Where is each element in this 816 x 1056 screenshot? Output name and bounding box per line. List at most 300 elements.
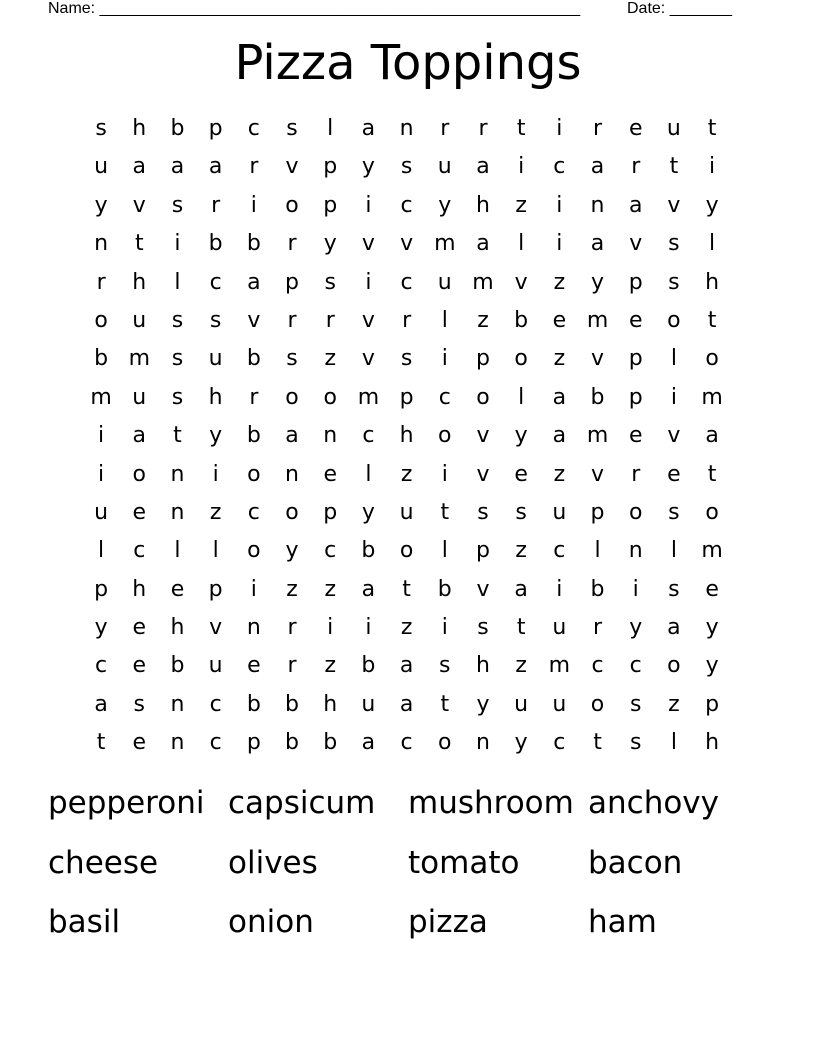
- grid-letter: n: [94, 231, 109, 257]
- grid-letter: b: [170, 116, 185, 141]
- grid-letter: a: [361, 116, 376, 141]
- grid-letter: o: [476, 384, 490, 410]
- grid-letter: u: [399, 499, 414, 525]
- grid-letter: i: [709, 154, 716, 180]
- grid-letter: p: [628, 346, 643, 372]
- grid-letter: i: [556, 116, 563, 141]
- grid-letter: s: [171, 307, 184, 333]
- grid-letter: r: [249, 154, 259, 180]
- grid-letter: n: [170, 691, 185, 717]
- grid-letter: p: [475, 538, 490, 564]
- grid-letter: i: [556, 576, 563, 602]
- grid-letter: o: [323, 384, 337, 410]
- grid-letter: a: [590, 154, 605, 180]
- grid-row: [82, 494, 732, 532]
- grid-letter: c: [95, 653, 108, 679]
- grid-letter: c: [400, 192, 413, 218]
- grid-letter: i: [98, 461, 105, 487]
- grid-letter: r: [402, 307, 412, 333]
- grid-letter: s: [133, 691, 146, 717]
- grid-letter: z: [553, 461, 566, 487]
- grid-letter: c: [553, 154, 566, 180]
- grid-letter: o: [399, 538, 414, 564]
- grid-row: [82, 686, 732, 724]
- grid-letter: u: [552, 615, 567, 641]
- grid-letter: i: [441, 615, 448, 641]
- grid-row: [82, 647, 732, 685]
- grid-letter: y: [209, 423, 223, 449]
- grid-letter: t: [96, 730, 106, 756]
- grid-letter: t: [402, 576, 411, 602]
- grid-letter: m: [548, 653, 571, 679]
- grid-letter: o: [285, 499, 299, 525]
- grid-letter: p: [323, 499, 338, 525]
- grid-letter: v: [361, 307, 375, 333]
- grid-letter: o: [438, 730, 452, 756]
- grid-letter: t: [134, 231, 144, 257]
- grid-letter: b: [361, 653, 376, 679]
- grid-letter: r: [631, 461, 641, 487]
- letter-grid: [82, 110, 732, 763]
- grid-letter: b: [208, 231, 223, 257]
- grid-letter: z: [515, 538, 527, 564]
- grid-letter: n: [170, 499, 185, 525]
- grid-letter: n: [170, 730, 185, 756]
- grid-letter: o: [285, 192, 299, 218]
- grid-letter: m: [357, 384, 380, 410]
- grid-letter: v: [361, 346, 375, 372]
- grid-letter: u: [94, 154, 109, 180]
- grid-letter: s: [668, 269, 680, 295]
- grid-letter: b: [246, 691, 261, 717]
- grid-letter: b: [285, 691, 300, 717]
- word-bank-item: ham: [588, 904, 657, 940]
- grid-letter: u: [666, 116, 681, 141]
- grid-letter: l: [174, 269, 181, 295]
- grid-letter: h: [705, 730, 720, 756]
- grid-letter: o: [705, 346, 719, 372]
- grid-letter: h: [132, 116, 147, 141]
- grid-letter: y: [705, 653, 719, 679]
- grid-letter: z: [515, 653, 527, 679]
- grid-letter: t: [516, 615, 526, 641]
- grid-letter: v: [285, 154, 299, 180]
- word-bank-item: cheese: [48, 844, 159, 881]
- grid-letter: e: [628, 423, 643, 449]
- grid-letter: c: [362, 423, 375, 449]
- grid-letter: i: [556, 192, 563, 218]
- grid-letter: u: [552, 691, 567, 717]
- grid-letter: z: [553, 346, 566, 372]
- grid-letter: c: [209, 691, 222, 717]
- grid-letter: e: [132, 615, 147, 641]
- grid-letter: s: [400, 154, 413, 180]
- grid-letter: r: [287, 307, 297, 333]
- grid-letter: n: [170, 461, 185, 487]
- grid-letter: a: [132, 154, 147, 180]
- grid-letter: l: [518, 384, 525, 410]
- grid-letter: i: [365, 192, 372, 218]
- grid-letter: s: [477, 499, 489, 525]
- grid-letter: b: [285, 730, 300, 756]
- grid-letter: l: [670, 538, 677, 564]
- grid-letter: l: [174, 538, 181, 564]
- grid-letter: p: [208, 116, 223, 141]
- puzzle-title: Pizza Toppings: [234, 35, 582, 91]
- word-bank-item: anchovy: [588, 785, 719, 821]
- grid-letter: l: [327, 116, 334, 141]
- grid-letter: h: [132, 576, 147, 602]
- grid-letter: r: [593, 615, 603, 641]
- grid-letter: e: [705, 576, 719, 602]
- grid-letter: a: [514, 576, 528, 602]
- grid-letter: t: [669, 154, 679, 180]
- grid-row: [82, 571, 732, 609]
- grid-row: [82, 724, 732, 762]
- grid-letter: m: [586, 307, 609, 333]
- grid-letter: v: [400, 231, 414, 257]
- grid-letter: a: [132, 423, 147, 449]
- grid-letter: y: [629, 615, 643, 641]
- grid-letter: y: [94, 615, 108, 641]
- grid-letter: u: [208, 653, 223, 679]
- grid-letter: s: [171, 384, 184, 410]
- grid-letter: v: [629, 231, 643, 257]
- grid-letter: l: [670, 346, 677, 372]
- grid-letter: y: [514, 423, 528, 449]
- grid-letter: l: [212, 538, 219, 564]
- grid-letter: a: [285, 423, 299, 449]
- grid-letter: z: [324, 346, 336, 372]
- grid-letter: o: [132, 461, 147, 487]
- grid-letter: v: [132, 192, 146, 218]
- grid-letter: i: [518, 154, 525, 180]
- grid-row: [82, 225, 732, 263]
- grid-letter: c: [324, 538, 337, 564]
- grid-letter: a: [399, 653, 414, 679]
- grid-letter: y: [94, 192, 108, 218]
- grid-letter: v: [361, 231, 375, 257]
- grid-letter: u: [437, 154, 452, 180]
- grid-letter: v: [247, 307, 261, 333]
- grid-letter: a: [170, 154, 185, 180]
- grid-letter: l: [98, 538, 105, 564]
- grid-letter: a: [476, 231, 490, 257]
- grid-letter: b: [94, 346, 109, 372]
- word-bank-item: pepperoni: [48, 785, 205, 821]
- grid-letter: c: [209, 730, 222, 756]
- grid-letter: m: [434, 231, 456, 257]
- grid-letter: r: [96, 269, 106, 295]
- grid-letter: v: [667, 423, 681, 449]
- grid-letter: b: [246, 231, 261, 257]
- grid-letter: l: [594, 538, 601, 564]
- grid-letter: a: [361, 576, 376, 602]
- word-bank-item: pizza: [408, 904, 488, 940]
- grid-letter: a: [628, 192, 643, 218]
- grid-letter: z: [324, 653, 336, 679]
- grid-letter: n: [475, 730, 490, 756]
- grid-letter: h: [170, 615, 185, 641]
- grid-letter: s: [629, 730, 642, 756]
- grid-letter: t: [173, 423, 182, 449]
- grid-letter: s: [95, 116, 107, 141]
- grid-letter: o: [590, 691, 605, 717]
- grid-row: [82, 110, 732, 148]
- grid-letter: o: [285, 384, 299, 410]
- grid-letter: p: [475, 346, 490, 372]
- grid-letter: p: [628, 384, 643, 410]
- grid-letter: p: [590, 499, 605, 525]
- word-bank: [48, 776, 768, 955]
- grid-letter: o: [705, 499, 719, 525]
- grid-letter: c: [400, 269, 413, 295]
- grid-row: [82, 609, 732, 647]
- grid-letter: v: [476, 576, 490, 602]
- grid-letter: r: [325, 307, 335, 333]
- date-field-line: Date: _______: [627, 0, 732, 17]
- grid-letter: r: [593, 116, 603, 141]
- grid-letter: i: [98, 423, 105, 449]
- grid-letter: p: [285, 269, 300, 295]
- grid-letter: o: [628, 499, 643, 525]
- grid-letter: l: [365, 461, 372, 487]
- grid-letter: e: [170, 576, 185, 602]
- grid-letter: r: [287, 615, 297, 641]
- grid-letter: e: [132, 653, 147, 679]
- grid-letter: i: [632, 576, 639, 602]
- grid-letter: z: [668, 691, 680, 717]
- grid-letter: b: [246, 423, 261, 449]
- grid-letter: a: [552, 384, 567, 410]
- grid-letter: p: [94, 576, 109, 602]
- grid-letter: v: [476, 423, 490, 449]
- grid-letter: s: [668, 499, 680, 525]
- grid-letter: r: [287, 653, 297, 679]
- grid-letter: s: [668, 576, 680, 602]
- grid-letter: c: [247, 499, 260, 525]
- grid-letter: h: [475, 653, 490, 679]
- grid-letter: m: [701, 384, 723, 410]
- grid-letter: a: [208, 154, 223, 180]
- word-bank-item: basil: [48, 904, 121, 940]
- grid-letter: v: [514, 269, 528, 295]
- grid-letter: s: [209, 307, 222, 333]
- grid-row: [82, 148, 732, 186]
- grid-letter: i: [174, 231, 181, 257]
- grid-letter: b: [590, 576, 605, 602]
- grid-letter: s: [286, 116, 298, 141]
- grid-letter: s: [515, 499, 527, 525]
- grid-letter: c: [553, 538, 566, 564]
- grid-letter: a: [476, 154, 490, 180]
- grid-letter: i: [250, 192, 257, 218]
- grid-letter: o: [667, 307, 681, 333]
- name-field-line: Name: ______________________________________________________: [48, 0, 581, 17]
- grid-letter: z: [209, 499, 222, 525]
- grid-letter: l: [518, 231, 525, 257]
- grid-row: [82, 532, 732, 570]
- grid-letter: b: [170, 653, 185, 679]
- grid-letter: e: [628, 307, 643, 333]
- grid-letter: p: [323, 192, 338, 218]
- grid-letter: a: [361, 730, 376, 756]
- grid-letter: r: [440, 116, 450, 141]
- grid-letter: a: [94, 691, 108, 717]
- grid-letter: s: [400, 346, 413, 372]
- grid-row: [82, 417, 732, 455]
- grid-letter: h: [475, 192, 490, 218]
- grid-letter: y: [361, 154, 375, 180]
- grid-letter: r: [287, 231, 297, 257]
- grid-letter: u: [94, 499, 109, 525]
- grid-letter: s: [668, 231, 680, 257]
- grid-letter: v: [209, 615, 223, 641]
- grid-letter: i: [250, 576, 257, 602]
- grid-letter: z: [324, 576, 336, 602]
- grid-letter: y: [591, 269, 605, 295]
- grid-letter: z: [477, 307, 489, 333]
- grid-letter: i: [365, 615, 372, 641]
- word-bank-item: bacon: [588, 844, 683, 881]
- grid-letter: z: [400, 615, 413, 641]
- grid-letter: b: [246, 346, 261, 372]
- grid-letter: a: [552, 423, 567, 449]
- grid-letter: v: [591, 346, 605, 372]
- grid-letter: p: [246, 730, 261, 756]
- grid-letter: l: [709, 231, 716, 257]
- grid-letter: m: [90, 384, 112, 410]
- grid-letter: u: [437, 269, 452, 295]
- grid-letter: m: [701, 538, 723, 564]
- grid-letter: n: [285, 461, 299, 487]
- grid-letter: l: [441, 538, 448, 564]
- grid-letter: e: [132, 730, 147, 756]
- grid-letter: h: [132, 269, 147, 295]
- grid-letter: c: [209, 269, 222, 295]
- grid-row: [82, 456, 732, 494]
- word-bank-item: onion: [228, 904, 314, 940]
- grid-letter: c: [133, 538, 146, 564]
- grid-letter: o: [94, 307, 108, 333]
- grid-letter: i: [441, 461, 448, 487]
- grid-letter: r: [631, 154, 641, 180]
- grid-letter: c: [247, 116, 260, 141]
- grid-letter: v: [476, 461, 490, 487]
- grid-letter: n: [323, 423, 338, 449]
- grid-letter: t: [593, 730, 602, 756]
- grid-letter: u: [552, 499, 567, 525]
- grid-letter: v: [591, 461, 605, 487]
- grid-letter: b: [590, 384, 605, 410]
- grid-letter: u: [514, 691, 529, 717]
- grid-letter: t: [707, 307, 717, 333]
- grid-row: [82, 187, 732, 225]
- grid-letter: c: [629, 653, 642, 679]
- grid-letter: y: [514, 730, 528, 756]
- word-bank-item: olives: [228, 844, 318, 881]
- grid-letter: t: [440, 691, 450, 717]
- grid-letter: m: [472, 269, 494, 295]
- grid-letter: h: [208, 384, 223, 410]
- grid-letter: c: [591, 653, 604, 679]
- grid-letter: s: [324, 269, 336, 295]
- grid-letter: t: [516, 116, 526, 141]
- grid-letter: e: [132, 499, 147, 525]
- grid-letter: p: [208, 576, 223, 602]
- grid-letter: u: [132, 307, 147, 333]
- grid-letter: h: [399, 423, 414, 449]
- grid-letter: i: [212, 461, 219, 487]
- grid-letter: e: [514, 461, 528, 487]
- grid-letter: a: [590, 231, 605, 257]
- grid-letter: u: [208, 346, 223, 372]
- grid-letter: z: [553, 269, 566, 295]
- grid-letter: b: [323, 730, 338, 756]
- grid-letter: o: [514, 346, 528, 372]
- grid-letter: u: [361, 691, 376, 717]
- grid-letter: y: [361, 499, 375, 525]
- grid-letter: n: [590, 192, 605, 218]
- grid-letter: m: [128, 346, 150, 372]
- grid-letter: e: [552, 307, 567, 333]
- grid-letter: a: [705, 423, 719, 449]
- grid-row: [82, 302, 732, 340]
- grid-letter: h: [323, 691, 338, 717]
- grid-letter: l: [441, 307, 448, 333]
- grid-letter: t: [707, 116, 717, 141]
- grid-letter: s: [286, 346, 298, 372]
- grid-letter: s: [171, 192, 184, 218]
- grid-letter: s: [629, 691, 642, 717]
- grid-letter: e: [323, 461, 337, 487]
- grid-letter: s: [439, 653, 451, 679]
- grid-letter: z: [515, 192, 527, 218]
- grid-letter: s: [477, 615, 489, 641]
- grid-letter: y: [438, 192, 452, 218]
- grid-letter: p: [628, 269, 643, 295]
- grid-letter: r: [249, 384, 259, 410]
- grid-letter: b: [361, 538, 376, 564]
- grid-letter: o: [247, 538, 261, 564]
- grid-letter: i: [670, 384, 677, 410]
- grid-letter: y: [705, 192, 719, 218]
- word-bank-item: capsicum: [228, 785, 376, 821]
- grid-letter: o: [667, 653, 681, 679]
- grid-letter: t: [440, 499, 450, 525]
- grid-letter: a: [667, 615, 681, 641]
- grid-letter: p: [705, 691, 720, 717]
- grid-letter: n: [246, 615, 261, 641]
- grid-letter: h: [705, 269, 720, 295]
- grid-letter: e: [247, 653, 261, 679]
- grid-letter: u: [132, 384, 147, 410]
- grid-letter: e: [628, 116, 643, 141]
- grid-letter: r: [478, 116, 488, 141]
- grid-letter: n: [399, 116, 414, 141]
- grid-row: [82, 264, 732, 302]
- grid-letter: i: [327, 615, 334, 641]
- grid-letter: z: [286, 576, 298, 602]
- grid-letter: s: [171, 346, 184, 372]
- grid-letter: o: [247, 461, 261, 487]
- grid-letter: y: [323, 231, 337, 257]
- grid-letter: m: [586, 423, 609, 449]
- grid-letter: c: [438, 384, 451, 410]
- grid-letter: c: [553, 730, 566, 756]
- grid-letter: o: [438, 423, 452, 449]
- grid-letter: l: [670, 730, 677, 756]
